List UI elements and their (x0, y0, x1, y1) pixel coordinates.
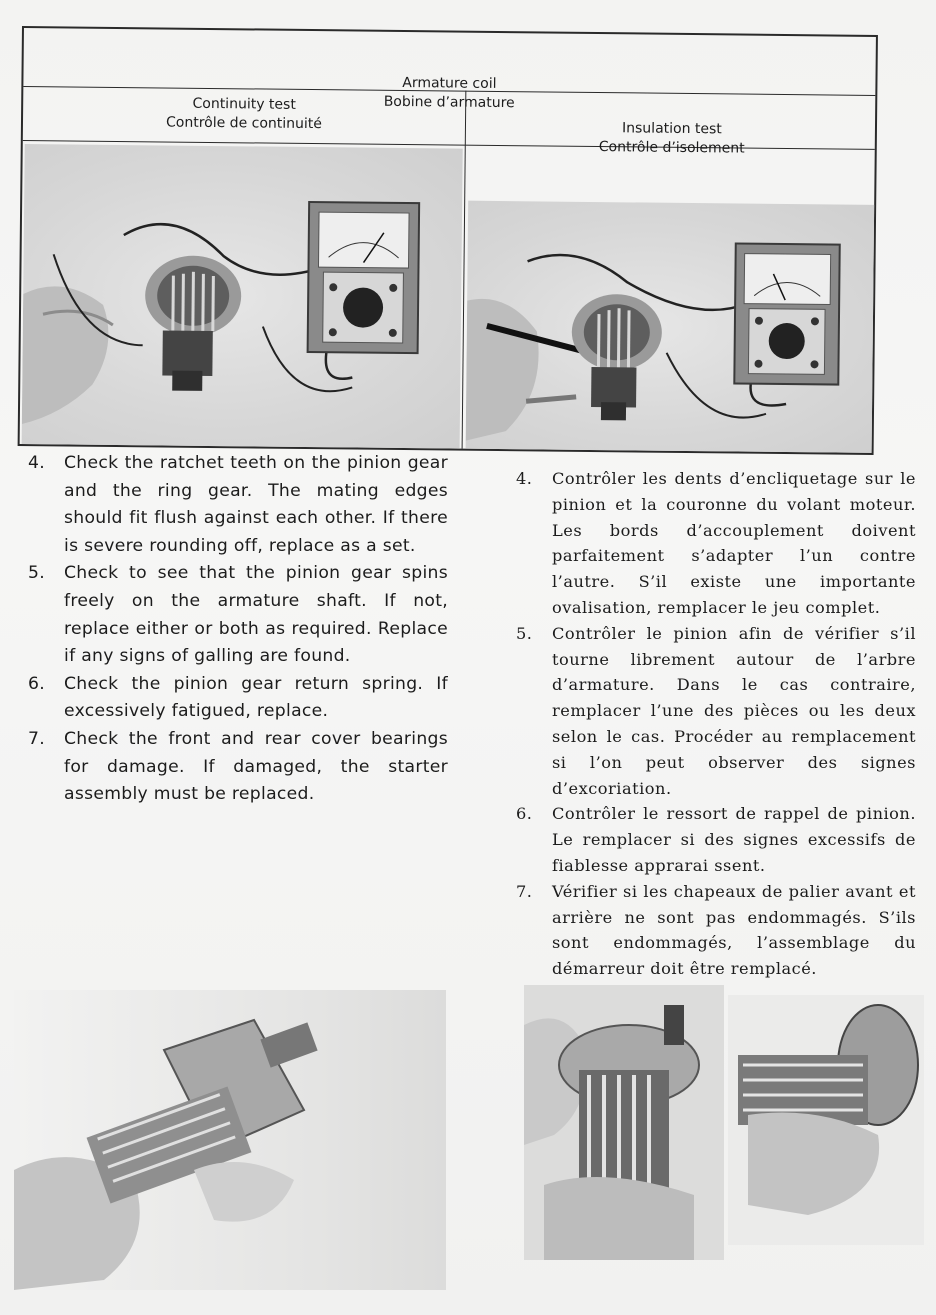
pinion-gear-photo (524, 985, 724, 1260)
step-number: 7. (516, 881, 533, 901)
table-title-fr: Bobine d’armature (383, 93, 515, 112)
step-text: Check the front and rear cover bearings for damage. If damaged, the starter assembly must be replaced. (64, 728, 448, 805)
step-text: Check to see that the pinion gear spins freely on the armature shaft. If not, replace either or both as required. Replace if any signs of galling are found. (64, 563, 448, 667)
step-text: Contrôler le ressort de rappel de pinion. Le remplacer si des signes excessifs de fiablesse apprarai ssent. (552, 804, 916, 875)
continuity-test-en: Continuity test (192, 95, 296, 113)
french-instructions (516, 466, 916, 982)
insulation-test-heading (465, 111, 880, 167)
insulation-test-en: Insulation test (621, 120, 722, 138)
step-number: 6. (28, 673, 45, 694)
step-number: 5. (516, 623, 533, 643)
step-number: 4. (516, 469, 533, 488)
step-number: 4. (28, 453, 45, 473)
step-text: Contrôler les dents d’encliquetage sur le pinion et la couronne du volant moteur. Les bords d’accouplement doivent parfaitement s’adapter l’un contre l’autre. S’il existe une importante ovalisation, remplacer le jeu complet. (552, 469, 916, 617)
step-number: 6. (516, 804, 533, 824)
list-item (28, 726, 448, 809)
table-title-en: Armature coil (402, 74, 497, 92)
list-item (516, 879, 916, 982)
list-item (516, 621, 916, 802)
armature-cover-photo (14, 990, 446, 1290)
list-item (28, 450, 448, 560)
insulation-test-photo (466, 201, 875, 453)
armature-test-table (18, 26, 878, 455)
continuity-test-fr: Contrôle de continuité (165, 114, 323, 133)
continuity-test-photo (22, 144, 463, 449)
step-number: 5. (28, 563, 45, 584)
list-item (516, 466, 916, 621)
continuity-test-heading (23, 86, 466, 143)
cover-bearing-photo (728, 995, 924, 1245)
step-text: Vérifier si les chapeaux de palier avant et arrière ne sont pas endommagés. S’ils sont endommagés, l’assemblage du démarreur doit être remplacé. (552, 881, 916, 979)
list-item (28, 671, 448, 726)
step-number: 7. (28, 728, 45, 749)
english-instructions (28, 450, 448, 809)
step-text: Check the pinion gear return spring. If excessively fatigued, replace. (64, 673, 448, 722)
step-text: Contrôler le pinion afin de vérifier s’il tourne librement autour de l’arbre d’armature. Dans le cas contraire, remplacer l’une des pièces ou les deux selon le cas. Procéder au remplacement si l’on peut observer des signes d’excoriation. (552, 623, 916, 798)
list-item (516, 801, 916, 878)
insulation-test-fr: Contrôle d’isolement (598, 139, 745, 157)
step-text: Check the ratchet teeth on the pinion gear and the ring gear. The mating edges should fit flush against each other. If there is severe rounding off, replace as a set. (64, 453, 448, 556)
list-item (28, 560, 448, 670)
